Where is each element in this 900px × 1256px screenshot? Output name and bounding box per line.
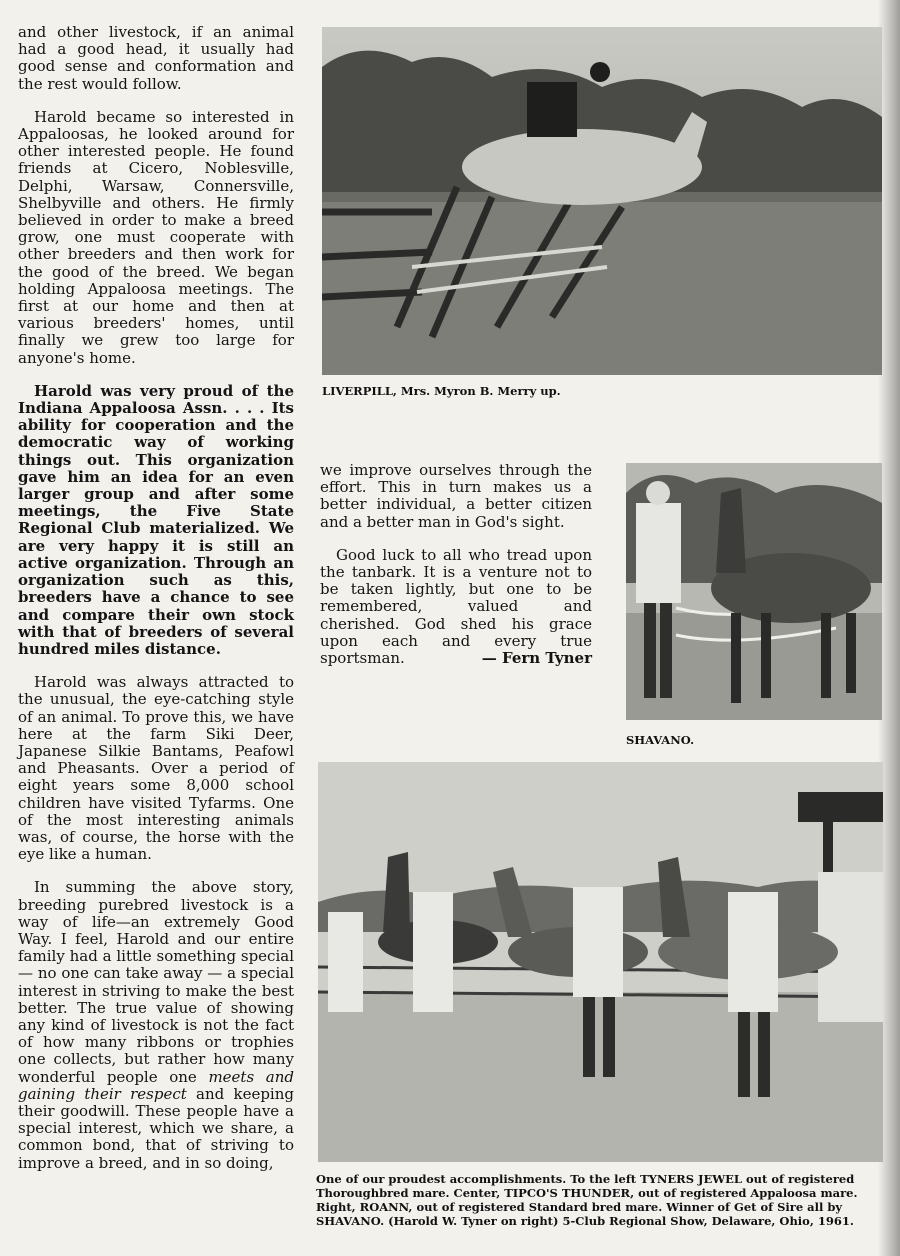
paragraph — [18, 879, 294, 1171]
author-signature: — Fern Tyner — [481, 649, 592, 668]
paragraph-italic: meets and gaining their respect — [18, 1067, 294, 1103]
caption-group: One of our proudest accomplishments. To the left TYNERS JEWEL out of registered Thoroughbred mare. Center, TIPCO'S THUNDER, out of registered Appaloosa mare. Right, ROANN, out of registered Standard bred mare. Winner of Get of Sire all by SHAVANO. (Harold W. Tyner on right) 5-Club Regional Show, Delaware, Ohio, 1961. — [316, 1172, 858, 1228]
caption-liverpill: LIVERPILL, Mrs. Myron B. Merry up. — [322, 384, 561, 398]
photo-shavano — [626, 463, 882, 720]
paragraph-text: In summing the above story, breeding purebred livestock is a way of life—an extremely Good Way. I feel, Harold and our entire family had a little something special — no one can take away — a special interest in striving to make the best better. The true value of showing any kind of livestock is not the fact of how many ribbons or trophies one collects, but rather how many wonderful people one — [18, 878, 294, 1086]
paragraph: we improve ourselves through the effort. This in turn makes us a better individual, a better citizen and a better man in God's sight. — [320, 461, 592, 531]
paragraph-bold: Harold was very proud of the Indiana Appaloosa Assn. . . . Its ability for cooperation and the democratic way of working things out. This organization gave him an idea for an even larger group and after some meetings, the Five State Regional Club materialized. We are very happy it is still an active organization. Through an organization such as this, breeders have a chance to see and compare their own stock with that of breeders of several hundred miles distance. — [18, 381, 294, 658]
caption-shavano: SHAVANO. — [626, 733, 695, 747]
photo-get-of-sire-group — [318, 762, 883, 1162]
paragraph: Harold became so interested in Appaloosas, he looked around for other interested people. He found friends at Cicero, Noblesville, Delphi, Warsaw, Connersville, Shelbyville and others. He firmly believed in order to make a breed grow, one must cooperate with other breeders and then work for the good of the breed. We began holding Appaloosa meetings. The first at our home and then at various breeders' homes, until finally we grew too large for anyone's home. — [18, 107, 294, 367]
paragraph-text: Good luck to all who tread upon the tanbark. It is a venture not to be taken lightly, but one to be remembered, valued and cherished. God shed his grace upon each and every true sportsman. — [320, 545, 592, 668]
paragraph: and other livestock, if an animal had a good head, it usually had good sense and conformation and the rest would follow. — [18, 23, 294, 93]
left-text-column — [18, 24, 294, 1188]
photo-liverpill-jumping — [322, 27, 882, 375]
paragraph: Harold was always attracted to the unusual, the eye-catching style of an animal. To prove this, we have here at the farm Siki Deer, Japanese Silkie Bantams, Peafowl and Pheasants. Over a period of eight years some 8,000 school children have visited Tyfarms. One of the most interesting animals was, of course, the horse with the eye like a human. — [18, 673, 294, 864]
paragraph-text: and keeping their goodwill. These people have a special interest, which we share, a common bond, that of striving to improve a breed, and in so doing, — [18, 1084, 294, 1172]
middle-text-column — [320, 462, 592, 683]
paragraph — [320, 547, 592, 667]
